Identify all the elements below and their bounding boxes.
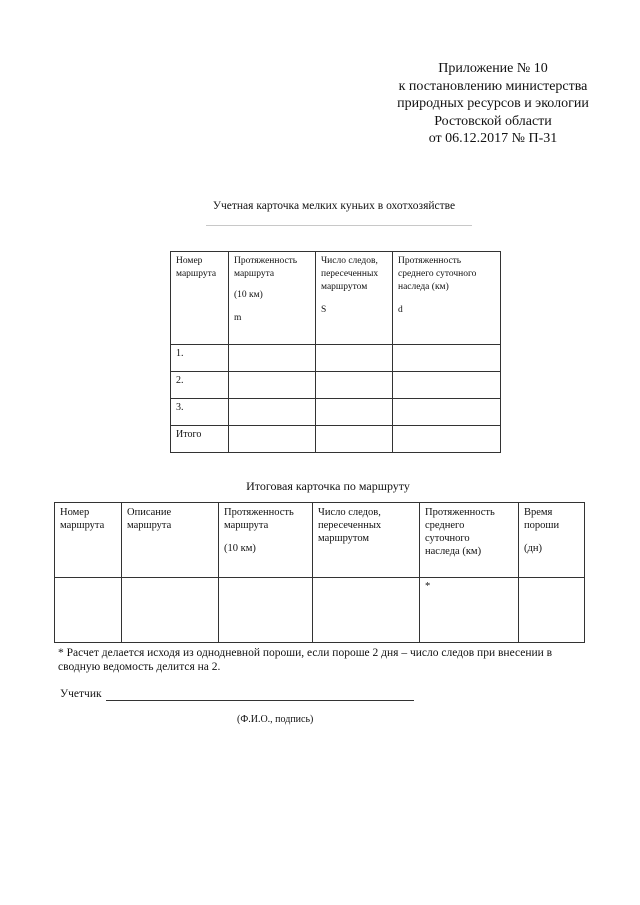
table-cell bbox=[393, 399, 501, 426]
document-header bbox=[378, 60, 608, 148]
table-cell bbox=[229, 399, 316, 426]
header-text: Число следов, bbox=[318, 507, 381, 518]
signer-label: Учетчик bbox=[60, 688, 102, 700]
card2-header-cell bbox=[55, 503, 122, 578]
table-cell bbox=[393, 372, 501, 399]
header-text: суточного bbox=[425, 533, 470, 544]
card2-header-cell bbox=[219, 503, 313, 578]
header-text: маршрута bbox=[234, 269, 275, 279]
header-text: наследа (км) bbox=[398, 282, 449, 292]
footnote-marker: * bbox=[425, 581, 431, 592]
card2-title-text: Итоговая карточка по маршруту bbox=[246, 479, 410, 493]
row-label: Итого bbox=[171, 426, 229, 453]
table-cell bbox=[122, 578, 219, 643]
header-text: Номер bbox=[60, 507, 90, 518]
header-text: маршрутом bbox=[321, 282, 368, 292]
header-text: (10 км) bbox=[224, 543, 256, 554]
table-cell bbox=[229, 426, 316, 453]
footnote: * Расчет делается исходя из однодневной пороши, если пороше 2 дня – число следов при внесении в сводную ведомость делится на 2. bbox=[58, 647, 553, 673]
header-text: пороши bbox=[524, 520, 560, 531]
card1-header-cell bbox=[229, 252, 316, 345]
signature-caption: (Ф.И.О., подпись) bbox=[237, 714, 314, 725]
card1-header-cell bbox=[171, 252, 229, 345]
card2-header-cell bbox=[519, 503, 585, 578]
table-cell bbox=[316, 399, 393, 426]
table-cell bbox=[316, 426, 393, 453]
table-cell bbox=[316, 345, 393, 372]
header-text: Протяженность bbox=[234, 256, 298, 266]
table-cell bbox=[393, 345, 501, 372]
table-cell bbox=[219, 578, 313, 643]
header-text: маршрутом bbox=[318, 533, 370, 544]
header-text: маршрута bbox=[60, 520, 105, 531]
header-text: m bbox=[234, 313, 242, 323]
header-text: маршрута bbox=[127, 520, 172, 531]
card2-title bbox=[0, 479, 640, 494]
table-cell bbox=[316, 372, 393, 399]
card1-title-text: Учетная карточка мелких куньих в охотхозяйстве bbox=[212, 200, 456, 212]
card1-table bbox=[170, 251, 501, 453]
header-text: Номер bbox=[176, 256, 203, 266]
header-text: Число следов, bbox=[321, 256, 378, 266]
header-text: пересеченных bbox=[318, 520, 382, 531]
table-row bbox=[171, 372, 501, 399]
card2-header-row bbox=[55, 503, 585, 578]
table-cell bbox=[519, 578, 585, 643]
table-cell bbox=[229, 345, 316, 372]
header-text: среднего bbox=[425, 520, 465, 531]
header-line-2: к постановлению министерства bbox=[398, 78, 588, 94]
header-text: маршрута bbox=[224, 520, 269, 531]
table-cell-marked bbox=[420, 578, 519, 643]
header-text: S bbox=[321, 305, 327, 315]
row-label: 1. bbox=[171, 345, 229, 372]
header-line-1: Приложение № 10 bbox=[438, 61, 548, 76]
card2-header-cell bbox=[420, 503, 519, 578]
card1-header-cell bbox=[316, 252, 393, 345]
header-text: Протяженность bbox=[398, 256, 462, 266]
header-line-4: Ростовской области bbox=[434, 113, 552, 129]
header-line-3: природных ресурсов и экологии bbox=[397, 96, 589, 111]
card1-header-cell bbox=[393, 252, 501, 345]
row-label: 2. bbox=[171, 372, 229, 399]
title-divider bbox=[206, 225, 472, 226]
card2-table bbox=[54, 502, 585, 643]
table-row bbox=[55, 578, 585, 643]
header-line-5: от 06.12.2017 № П-31 bbox=[428, 131, 558, 146]
signature-line bbox=[106, 700, 414, 701]
header-text: (дн) bbox=[524, 543, 542, 554]
table-row bbox=[171, 426, 501, 453]
header-text: Протяженность bbox=[425, 507, 495, 518]
header-text: маршрута bbox=[176, 269, 217, 279]
header-text: d bbox=[398, 305, 403, 315]
header-text: Протяженность bbox=[224, 507, 294, 518]
card1-title bbox=[0, 200, 640, 212]
header-text: (10 км) bbox=[234, 290, 263, 300]
table-row bbox=[171, 399, 501, 426]
table-cell bbox=[393, 426, 501, 453]
card1-header-row bbox=[171, 252, 501, 345]
header-text: среднего суточного bbox=[398, 269, 477, 279]
card2-header-cell bbox=[122, 503, 219, 578]
header-text: пересеченных bbox=[321, 269, 379, 279]
header-text: Описание bbox=[127, 507, 172, 518]
header-text: Время bbox=[524, 507, 553, 518]
table-cell bbox=[313, 578, 420, 643]
row-label: 3. bbox=[171, 399, 229, 426]
header-text: наследа (км) bbox=[425, 546, 482, 557]
card2-header-cell bbox=[313, 503, 420, 578]
table-row bbox=[171, 345, 501, 372]
table-cell bbox=[55, 578, 122, 643]
table-cell bbox=[229, 372, 316, 399]
